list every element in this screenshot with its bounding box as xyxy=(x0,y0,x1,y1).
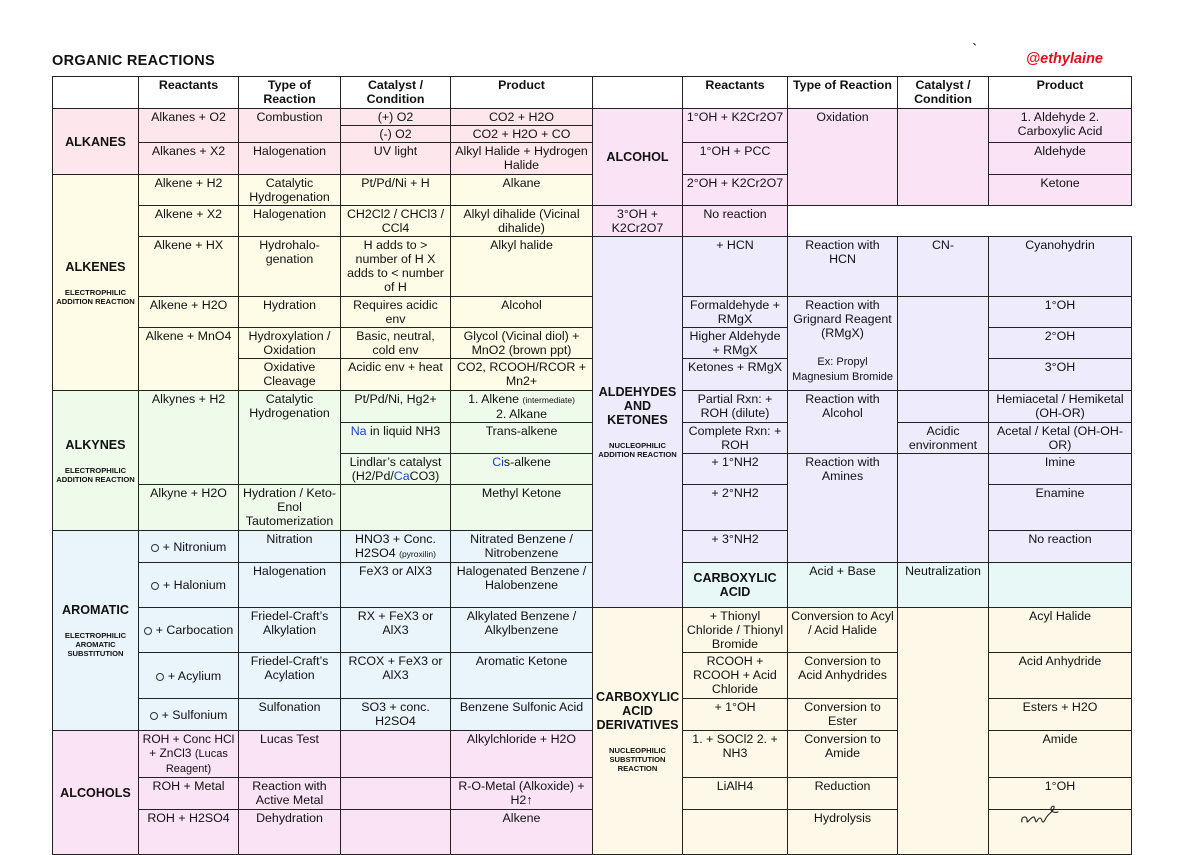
cell-type: Neutralization xyxy=(898,563,989,608)
table-row xyxy=(53,109,1132,126)
cell-reactants: + HCN xyxy=(683,237,788,297)
cell-product: 2°OH xyxy=(989,328,1132,359)
cell-catalyst: H adds to > number of H X adds to < number of H xyxy=(341,237,451,297)
header-type-right: Type of Reaction xyxy=(788,77,898,109)
cell-type: Reaction with HCN xyxy=(788,237,898,297)
cell-catalyst: FeX3 or AlX3 xyxy=(341,563,451,608)
cell-product: CO2 + H2O xyxy=(451,109,593,126)
cell-catalyst xyxy=(989,563,1132,608)
cell-catalyst xyxy=(341,485,451,531)
category-subtitle: NUCLEOPHILIC SUBSTITUTION REACTION xyxy=(609,745,666,773)
cell-reactants: + 2°NH2 xyxy=(683,485,788,531)
cell-reactants: Higher Aldehyde + RMgX xyxy=(683,328,788,359)
cell-type: Hydration xyxy=(239,297,341,328)
cell-catalyst: CH2Cl2 / CHCl3 / CCl4 xyxy=(341,206,451,237)
cell-product: Halogenated Benzene / Halobenzene xyxy=(451,563,593,608)
category-subtitle: ELECTROPHILIC ADDITION REACTION xyxy=(56,465,135,484)
cell-catalyst xyxy=(898,608,989,855)
cell-type: Catalytic Hydrogenation xyxy=(239,175,341,206)
cell-product: Glycol (Vicinal diol) + MnO2 (brown ppt) xyxy=(451,328,593,359)
cell-type: Conversion to Acid Anhydrides xyxy=(788,653,898,699)
organic-reactions-table xyxy=(52,76,1132,855)
table-row xyxy=(53,206,1132,237)
page-title: ORGANIC REACTIONS xyxy=(52,53,215,69)
cell-reactants: RCOOH + RCOOH + Acid Chloride xyxy=(683,653,788,699)
category-alkanes: ALKANES xyxy=(53,109,139,175)
cell-catalyst xyxy=(898,109,989,206)
cell-product: Acid Anhydride xyxy=(989,653,1132,699)
cell-product: Ketone xyxy=(989,175,1132,206)
header-type: Type of Reaction xyxy=(239,77,341,109)
cell-reactants: + 3°NH2 xyxy=(683,531,788,563)
cell-product: CO2 + H2O + CO xyxy=(451,126,593,143)
header-corner-left xyxy=(53,77,139,109)
table-row xyxy=(53,563,1132,608)
cell-type: Hydrolysis xyxy=(788,810,898,855)
cell-product: Alkylated Benzene / Alkylbenzene xyxy=(451,608,593,653)
cell-catalyst xyxy=(341,778,451,810)
header-reactants-right: Reactants xyxy=(683,77,788,109)
cell-product: Alcohol xyxy=(451,297,593,328)
cell-type: Reaction with Grignard Reagent (RMgX) Ex: Propyl Magnesium Bromide xyxy=(788,297,898,391)
cell-product: Alkane xyxy=(451,175,593,206)
cell-reactants xyxy=(683,810,788,855)
cell-catalyst: SO3 + conc. H2SO4 xyxy=(341,699,451,731)
cell-type: Hydroxylation / Oxidation xyxy=(239,328,341,359)
cell-type: Hydration / Keto-Enol Tautomerization xyxy=(239,485,341,531)
category-carboxylic-acid: CARBOXYLIC ACID xyxy=(683,563,788,608)
cell-product: No reaction xyxy=(683,206,788,237)
header-catalyst: Catalyst / Condition xyxy=(341,77,451,109)
cell-reactants: + Nitronium xyxy=(139,531,239,563)
cell-reactants: Alkene + MnO4 xyxy=(139,328,239,391)
category-aldehydes-ketones: ALDEHYDES AND KETONES NUCLEOPHILIC ADDITION REACTION xyxy=(593,237,683,608)
cell-catalyst xyxy=(341,731,451,778)
cell-reactants: Complete Rxn: + ROH xyxy=(683,423,788,454)
cell-type: Combustion xyxy=(239,109,341,143)
category-alcohol: ALCOHOL xyxy=(593,109,683,206)
cell-type: Halogenation xyxy=(239,143,341,175)
cell-catalyst: Pt/Pd/Ni, Hg2+ xyxy=(341,391,451,423)
benzene-ring-icon xyxy=(144,627,152,635)
cell-type: Reaction with Amines xyxy=(788,454,898,563)
table-row xyxy=(53,297,1132,328)
handwritten-signature xyxy=(1018,800,1062,830)
cell-catalyst xyxy=(341,810,451,855)
cell-type: Reduction xyxy=(788,778,898,810)
cell-product: 3°OH xyxy=(989,359,1132,391)
cell-catalyst: RCOX + FeX3 or AlX3 xyxy=(341,653,451,699)
cell-reactants: + Thionyl Chloride / Thionyl Bromide xyxy=(683,608,788,653)
category-alkenes: ALKENES ELECTROPHILIC ADDITION REACTION xyxy=(53,175,139,391)
cell-reactants: Alkanes + X2 xyxy=(139,143,239,175)
cell-product: Acyl Halide xyxy=(989,608,1132,653)
cell-product: R-O-Metal (Alkoxide) + H2↑ xyxy=(451,778,593,810)
cell-reactants: 1. + SOCl2 2. + NH3 xyxy=(683,731,788,778)
cell-reactants: ROH + Metal xyxy=(139,778,239,810)
cell-product: Aldehyde xyxy=(989,143,1132,175)
cell-catalyst xyxy=(898,297,989,391)
cell-product: CO2, RCOOH/RCOR + Mn2+ xyxy=(451,359,593,391)
cell-product: 1°OH xyxy=(989,778,1132,810)
cell-reactants: 1°OH + PCC xyxy=(683,143,788,175)
cell-reactants: Alkene + X2 xyxy=(139,206,239,237)
cell-reactants: Alkyne + H2O xyxy=(139,485,239,531)
cell-reactants: LiAlH4 xyxy=(683,778,788,810)
cell-catalyst: UV light xyxy=(341,143,451,175)
cell-catalyst: Pt/Pd/Ni + H xyxy=(341,175,451,206)
cell-product: Esters + H2O xyxy=(989,699,1132,731)
table-row xyxy=(53,608,1132,653)
author-handle: @ethylaine xyxy=(1026,51,1103,67)
header-corner-right xyxy=(593,77,683,109)
cell-product: Acetal / Ketal (OH-OH-OR) xyxy=(989,423,1132,454)
cell-product: 1. Aldehyde 2. Carboxylic Acid xyxy=(989,109,1132,143)
cell-type: Oxidative Cleavage xyxy=(239,359,341,391)
cell-type: Lucas Test xyxy=(239,731,341,778)
benzene-ring-icon xyxy=(150,712,158,720)
cell-type: Nitration xyxy=(239,531,341,563)
cell-type: Sulfonation xyxy=(239,699,341,731)
cell-product: No reaction xyxy=(989,531,1132,563)
cell-reactants: Alkynes + H2 xyxy=(139,391,239,485)
cell-reactants: 3°OH + K2Cr2O7 xyxy=(593,206,683,237)
cell-reactants: + Acylium xyxy=(139,653,239,699)
cell-product: Alkyl Halide + Hydrogen Halide xyxy=(451,143,593,175)
cell-product: Imine xyxy=(989,454,1132,485)
cell-reactants: 1°OH + K2Cr2O7 xyxy=(683,109,788,143)
benzene-ring-icon xyxy=(151,544,159,552)
header-catalyst-right: Catalyst / Condition xyxy=(898,77,989,109)
cell-reactants: ROH + H2SO4 xyxy=(139,810,239,855)
cell-catalyst: Acidic env + heat xyxy=(341,359,451,391)
cell-catalyst: HNO3 + Conc. H2SO4 (pyroxilin) xyxy=(341,531,451,563)
category-subtitle: ELECTROPHILIC ADDITION REACTION xyxy=(56,287,135,306)
cell-catalyst: (+) O2 xyxy=(341,109,451,126)
cell-product: Benzene Sulfonic Acid xyxy=(451,699,593,731)
category-alkynes: ALKYNES ELECTROPHILIC ADDITION REACTION xyxy=(53,391,139,531)
cell-type: Conversion to Acyl / Acid Halide xyxy=(788,608,898,653)
cell-type: Halogenation xyxy=(239,563,341,608)
table-row xyxy=(53,391,1132,423)
cell-product: Enamine xyxy=(989,485,1132,531)
cell-product: Alkyl halide xyxy=(451,237,593,297)
grignard-example: Ex: Propyl Magnesium Bromide xyxy=(792,356,893,383)
table-row xyxy=(53,237,1132,297)
category-carboxylic-acid-derivatives: CARBOXYLIC ACID DERIVATIVES NUCLEOPHILIC SUBSTITUTION REACTION xyxy=(593,608,683,855)
category-alcohols: ALCOHOLS xyxy=(53,731,139,855)
header-row xyxy=(53,77,1132,109)
cell-catalyst: Basic, neutral, cold env xyxy=(341,328,451,359)
cell-reactants: ROH + Conc HCl + ZnCl3 (Lucas Reagent) xyxy=(139,731,239,778)
header-reactants: Reactants xyxy=(139,77,239,109)
cell-product: Cis-alkene xyxy=(451,454,593,485)
cell-catalyst: RX + FeX3 or AlX3 xyxy=(341,608,451,653)
cell-reactants: + Carbocation xyxy=(139,608,239,653)
cell-type: Conversion to Amide xyxy=(788,731,898,778)
cell-type: Hydrohalo-genation xyxy=(239,237,341,297)
cell-reactants: Partial Rxn: + ROH (dilute) xyxy=(683,391,788,423)
cell-type: Reaction with Active Metal xyxy=(239,778,341,810)
cell-reactants: + 1°NH2 xyxy=(683,454,788,485)
cell-product: Aromatic Ketone xyxy=(451,653,593,699)
cell-catalyst: Acidic environment xyxy=(898,423,989,454)
category-subtitle: ELECTROPHILIC AROMATIC SUBSTITUTION xyxy=(64,631,127,658)
cell-product: Trans-alkene xyxy=(451,423,593,454)
cell-product: 1. Alkene (intermediate) 2. Alkane xyxy=(451,391,593,423)
cell-type: Catalytic Hydrogenation xyxy=(239,391,341,485)
cell-catalyst xyxy=(898,454,989,563)
cell-catalyst: Requires acidic env xyxy=(341,297,451,328)
cell-reactants: 2°OH + K2Cr2O7 xyxy=(683,175,788,206)
cell-reactants: + 1°OH xyxy=(683,699,788,731)
cell-product: Methyl Ketone xyxy=(451,485,593,531)
cell-reactants: Alkene + HX xyxy=(139,237,239,297)
cell-catalyst: (-) O2 xyxy=(341,126,451,143)
cell-product: Cyanohydrin xyxy=(989,237,1132,297)
cell-type: Halogenation xyxy=(239,206,341,237)
cell-catalyst: Lindlar’s catalyst (H2/Pd/CaCO3) xyxy=(341,454,451,485)
category-aromatic: AROMATIC ELECTROPHILIC AROMATIC SUBSTITUTION xyxy=(53,531,139,731)
cell-type: Friedel-Craft’s Alkylation xyxy=(239,608,341,653)
cell-reactants: Acid + Base xyxy=(788,563,898,608)
cell-product: Nitrated Benzene / Nitrobenzene xyxy=(451,531,593,563)
cell-catalyst xyxy=(898,391,989,423)
cell-reactants: + Halonium xyxy=(139,563,239,608)
cell-product: Alkyl dihalide (Vicinal dihalide) xyxy=(451,206,593,237)
stray-mark: ` xyxy=(972,42,978,59)
cell-type: Reaction with Alcohol xyxy=(788,391,898,454)
header-product: Product xyxy=(451,77,593,109)
cell-reactants: Formaldehyde + RMgX xyxy=(683,297,788,328)
cell-catalyst: Na in liquid NH3 xyxy=(341,423,451,454)
cell-product: 1°OH xyxy=(989,297,1132,328)
cell-product: Amide xyxy=(989,731,1132,778)
cell-type: Oxidation xyxy=(788,109,898,206)
cell-reactants: Alkene + H2 xyxy=(139,175,239,206)
cell-catalyst: CN- xyxy=(898,237,989,297)
category-subtitle: NUCLEOPHILIC ADDITION REACTION xyxy=(598,441,677,459)
cell-reactants: + Sulfonium xyxy=(139,699,239,731)
benzene-ring-icon xyxy=(151,582,159,590)
cell-type: Conversion to Ester xyxy=(788,699,898,731)
cell-type: Friedel-Craft’s Acylation xyxy=(239,653,341,699)
benzene-ring-icon xyxy=(156,673,164,681)
cell-reactants: Alkene + H2O xyxy=(139,297,239,328)
header-product-right: Product xyxy=(989,77,1132,109)
cell-product: Alkylchloride + H2O xyxy=(451,731,593,778)
cell-reactants: Alkanes + O2 xyxy=(139,109,239,143)
cell-reactants: Ketones + RMgX xyxy=(683,359,788,391)
cell-product: Hemiacetal / Hemiketal (OH-OR) xyxy=(989,391,1132,423)
cell-product: Alkene xyxy=(451,810,593,855)
cell-type: Dehydration xyxy=(239,810,341,855)
